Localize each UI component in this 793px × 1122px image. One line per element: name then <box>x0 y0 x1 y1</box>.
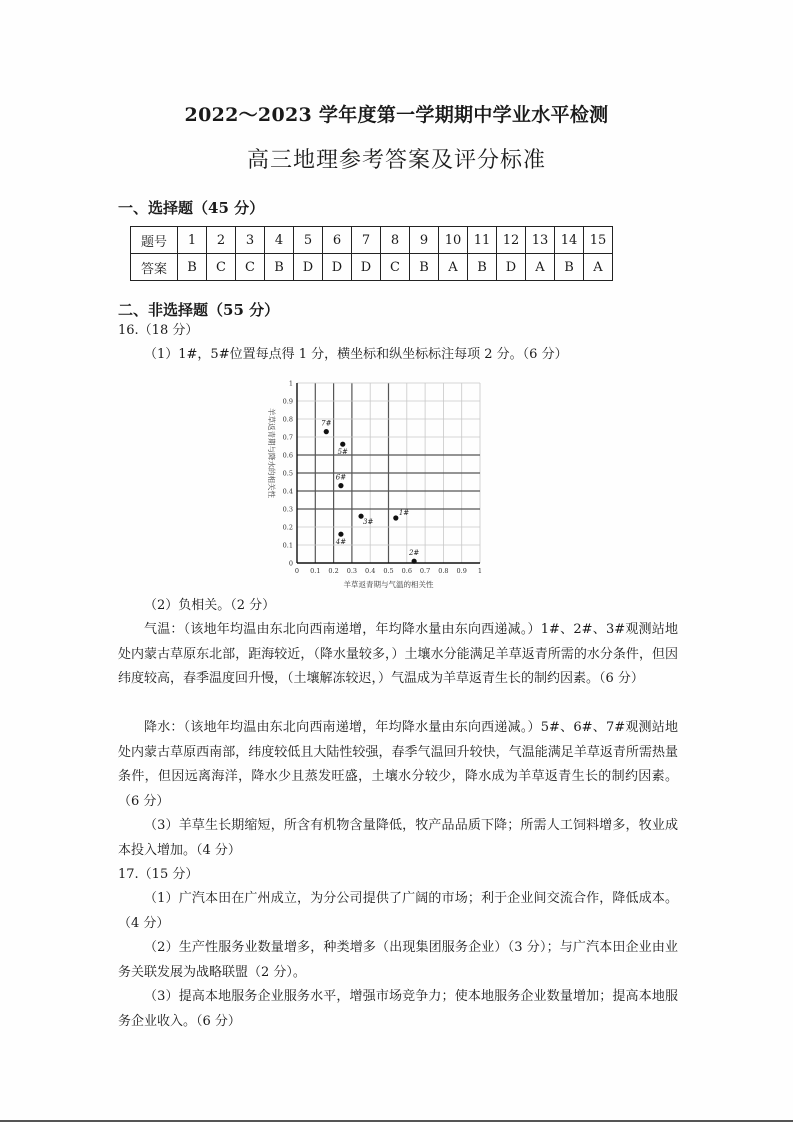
y-tick-label: 0 <box>288 559 293 568</box>
answer-cell: C <box>207 254 236 281</box>
document-title: 2022～2023 学年度第一学期期中学业水平检测 <box>184 104 609 126</box>
y-tick-label: 0.9 <box>282 397 293 406</box>
q16-part3: （3）羊草生长期缩短，所含有机物含量降低，牧产品品质下降；所需人工饲料增多，牧业成本投入增加。（4 分） <box>118 818 678 858</box>
data-point-label: 4# <box>335 538 347 547</box>
row-label: 题号 <box>131 227 178 254</box>
question-number-cell: 7 <box>352 227 381 254</box>
answer-cell: B <box>410 254 439 281</box>
x-tick-label: 1 <box>477 567 483 575</box>
y-tick-label: 0.3 <box>282 505 293 514</box>
data-point <box>340 442 345 447</box>
answer-cell: A <box>439 254 468 281</box>
section-heading-nonchoice: 二、非选择题（55 分） <box>118 301 280 319</box>
x-tick-label: 0.9 <box>456 567 467 575</box>
x-tick-label: 0 <box>294 567 300 575</box>
x-tick-label: 0.4 <box>365 567 376 575</box>
q16-part1: （1）1#，5#位置每点得 1 分，横坐标和纵坐标标注每项 2 分。（6 分） <box>144 347 568 362</box>
data-point-label: 6# <box>335 473 347 482</box>
question-number-cell: 11 <box>468 227 497 254</box>
y-tick-label: 0.4 <box>282 487 293 496</box>
data-point-label: 2# <box>408 549 420 558</box>
question-number-cell: 10 <box>439 227 468 254</box>
q17-part3: （3）提高本地服务企业服务水平，增强市场竞争力；使本地服务企业数量增加；提高本地服务企业收入。（6 分） <box>118 989 678 1029</box>
question-number-cell: 6 <box>323 227 352 254</box>
answer-cell: A <box>584 254 613 281</box>
answer-cell: D <box>294 254 323 281</box>
question-number-cell: 15 <box>584 227 613 254</box>
answer-cell: B <box>468 254 497 281</box>
question-number-cell: 14 <box>555 227 584 254</box>
question-number-cell: 4 <box>265 227 294 254</box>
question-number-cell: 5 <box>294 227 323 254</box>
question-number-cell: 1 <box>178 227 207 254</box>
question-number-cell: 9 <box>410 227 439 254</box>
data-point-label: 5# <box>337 448 348 457</box>
answer-cell: B <box>265 254 294 281</box>
y-tick-label: 0.5 <box>282 469 293 478</box>
x-tick-label: 0.6 <box>401 567 412 575</box>
x-tick-label: 0.3 <box>346 567 358 575</box>
answer-cell: D <box>352 254 381 281</box>
q16-part2: （2）负相关。（2 分） <box>144 598 276 613</box>
data-point-label: 7# <box>321 419 332 428</box>
y-tick-label: 0.2 <box>282 523 293 532</box>
question-number-cell: 12 <box>497 227 526 254</box>
section-heading-choice: 一、选择题（45 分） <box>118 199 265 217</box>
x-tick-label: 0.8 <box>438 567 449 575</box>
data-point-label: 3# <box>363 518 374 527</box>
answer-cell: D <box>497 254 526 281</box>
data-point <box>338 483 343 488</box>
row-label: 答案 <box>131 254 178 281</box>
x-axis-label: 羊草返青期与气温的相关性 <box>343 580 434 589</box>
answer-cell: B <box>178 254 207 281</box>
scatter-chart <box>250 375 490 590</box>
chart-canvas <box>250 375 490 590</box>
y-tick-label: 0.7 <box>282 433 293 442</box>
x-tick-label: 0.1 <box>310 567 321 575</box>
document-subtitle: 高三地理参考答案及评分标准 <box>246 148 546 173</box>
q16-temperature-para: 气温：（该地年均温由东北向西南递增，年均降水量由东向西递减。）1#、2#、3#观测站地处内蒙古草原东北部，距海较近，（降水量较多，）土壤水分能满足羊草返青所需的水分条件，但因纬度较高，春季温度回升慢，（土壤解冻较迟，）气温成为羊草返青生长的制约因素。（6 分） <box>118 622 678 686</box>
data-point-label: 1# <box>398 509 410 517</box>
question-number-cell: 2 <box>207 227 236 254</box>
q17-part1: （1）广汽本田在广州成立，为分公司提供了广阔的市场；利于企业间交流合作，降低成本。（4 分） <box>118 891 678 931</box>
x-tick-label: 0.2 <box>328 567 339 575</box>
table-row-numbers <box>131 227 613 254</box>
answer-cell: C <box>236 254 265 281</box>
answer-cell: B <box>555 254 584 281</box>
answer-cell: A <box>526 254 555 281</box>
question-17-label: 17.（15 分） <box>118 867 199 882</box>
y-tick-label: 1 <box>288 379 293 388</box>
question-number-cell: 8 <box>381 227 410 254</box>
y-axis-label: 羊草返青期与降水的相关性 <box>267 408 276 498</box>
answer-cell: C <box>381 254 410 281</box>
y-tick-label: 0.1 <box>282 541 293 550</box>
answer-cell: D <box>323 254 352 281</box>
data-point <box>338 532 343 537</box>
data-point <box>412 559 417 564</box>
question-16-label: 16.（18 分） <box>118 323 199 338</box>
answer-table <box>130 226 613 281</box>
data-point <box>393 515 398 520</box>
q17-part2: （2）生产性服务业数量增多，种类增多（出现集团服务企业）（3 分）；与广汽本田企业由业务关联发展为战略联盟（2 分）。 <box>118 940 678 980</box>
y-tick-label: 0.6 <box>282 451 293 460</box>
y-tick-label: 0.8 <box>282 415 293 424</box>
question-number-cell: 3 <box>236 227 265 254</box>
q16-precipitation-para: 降水：（该地年均温由东北向西南递增，年均降水量由东向西递减。）5#、6#、7#观测站地处内蒙古草原西南部，纬度较低且大陆性较强，春季气温回升较快，气温能满足羊草返青所需热量条件，但因远离海洋，降水少且蒸发旺盛，土壤水分较少，降水成为羊草返青生长的制约因素。（6 分） <box>118 720 678 809</box>
table-row-answers <box>131 254 613 281</box>
data-point <box>324 429 329 434</box>
x-tick-label: 0.5 <box>383 567 394 575</box>
x-tick-label: 0.7 <box>419 567 431 575</box>
question-number-cell: 13 <box>526 227 555 254</box>
